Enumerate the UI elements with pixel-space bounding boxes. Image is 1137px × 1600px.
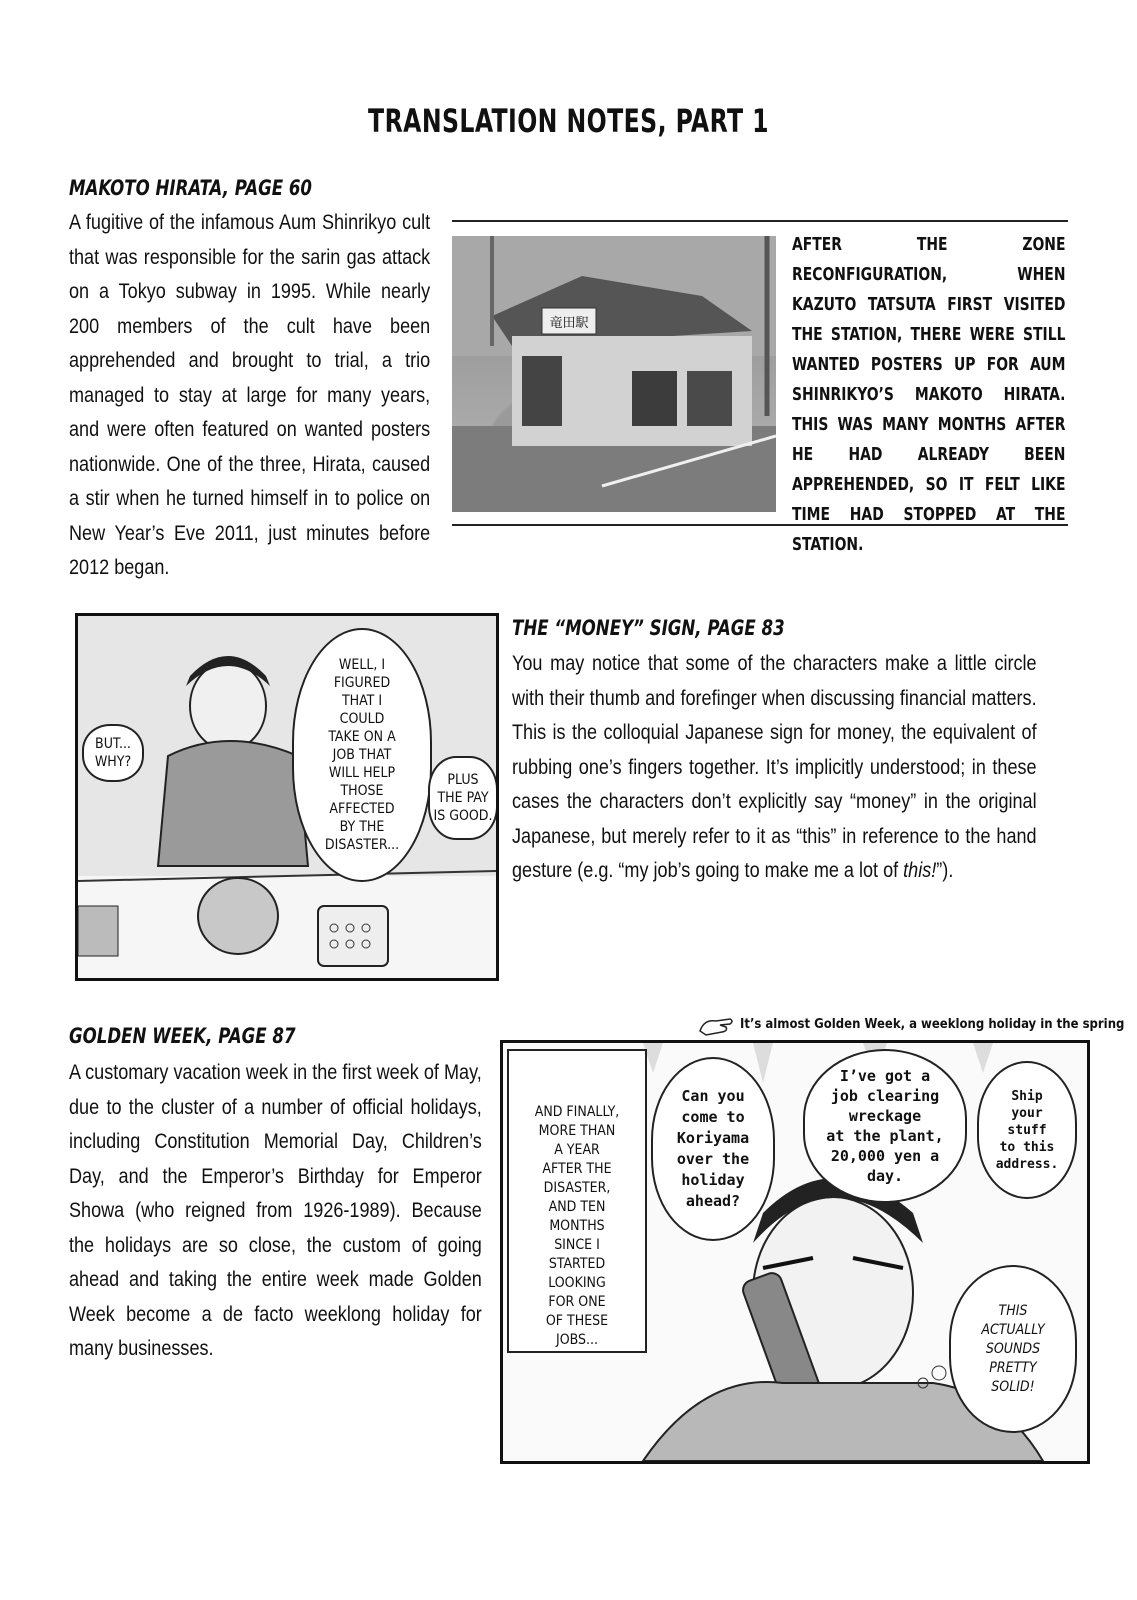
bubble-figured-job: WELL, I FIGURED THAT I COULD TAKE ON A JOB THAT WILL HELP THOSE AFFECTED BY THE DISASTER...	[292, 628, 432, 882]
note-body-makoto-hirata: A fugitive of the infamous Aum Shinrikyo cult that was responsible for the sarin gas attack on a Tokyo subway in 1995. While nearly 200 members of the cult have been apprehended and brought to trial, a trio managed to stay at large for many years, and were often featured on wanted posters nationwide. One of the three, Hirata, caused a stir when he turned himself in to police on New Year’s Eve 2011, just minutes before 2012 began.	[69, 211, 431, 579]
station-sign: 竜田駅	[549, 316, 589, 331]
bubble-plus-pay: PLUS THE PAY IS GOOD.	[428, 756, 498, 840]
page-title: TRANSLATION NOTES, PART 1	[368, 102, 769, 140]
bubble-sounds-solid: THIS ACTUALLY SOUNDS PRETTY SOLID!	[949, 1265, 1077, 1433]
narration-box: AND FINALLY, MORE THAN A YEAR AFTER THE DISASTER, AND TEN MONTHS SINCE I STARTED LOOKING FOR ONE OF THESE JOBS...	[507, 1049, 647, 1353]
pointing-hand-icon	[696, 1013, 736, 1039]
bubble-come-to-koriyama: Can you come to Koriyama over the holiday ahead?	[651, 1057, 775, 1241]
bubble-ship-your-stuff: Ship your stuff to this address.	[977, 1061, 1077, 1199]
bubble-job-clearing-wreckage: I’ve got a job clearing wreckage at the plant, 20,000 yen a day.	[803, 1049, 967, 1203]
manga-panel-money	[75, 613, 499, 981]
station-illustration	[452, 236, 776, 512]
note-heading-money-sign: THE “MONEY” SIGN, PAGE 83	[512, 616, 785, 640]
manga-panel-golden-week	[500, 1040, 1090, 1464]
bubble-but-why: BUT... WHY?	[82, 724, 144, 782]
photo-caption: AFTER THE ZONE RECONFIGURATION, WHEN KAZUTO TATSUTA FIRST VISITED THE STATION, THERE WERE STILL WANTED POSTERS UP FOR AUM SHINRIKYO’S MAKOTO HIRATA. THIS WAS MANY MONTHS AFTER HE HAD ALREADY BEEN APPREHENDED, SO IT FELT LIKE TIME HAD STOPPED AT THE STATION.	[792, 234, 1066, 555]
note-body-money-sign: You may notice that some of the characters make a little circle with their thumb and forefinger when discussing financial matters. This is the colloquial Japanese sign for money, the equivalent of rubbing one’s fingers together. It’s implicitly understood; in these cases the characters don’t explicitly say “money” in the original Japanese, but merely refer to it as “this” in reference to the hand gesture (e.g. “my job’s going to make me a lot of this!”).	[512, 652, 1037, 882]
station-photo	[452, 236, 776, 512]
note-heading-makoto-hirata: MAKOTO HIRATA, PAGE 60	[69, 176, 313, 200]
golden-week-note: It’s almost Golden Week, a weeklong holiday in the spring	[740, 1017, 1125, 1032]
divider-top	[452, 220, 1068, 222]
note-body-golden-week: A customary vacation week in the first week of May, due to the cluster of a number of official holidays, including Constitution Memorial Day, Children’s Day, and the Emperor’s Birthday for Emperor Showa (who reigned from 1926-1989). Because the holidays are so close, the custom of going ahead and taking the entire week made Golden Week become a de facto weeklong holiday for many businesses.	[69, 1061, 482, 1360]
note-heading-golden-week: GOLDEN WEEK, PAGE 87	[69, 1024, 296, 1048]
